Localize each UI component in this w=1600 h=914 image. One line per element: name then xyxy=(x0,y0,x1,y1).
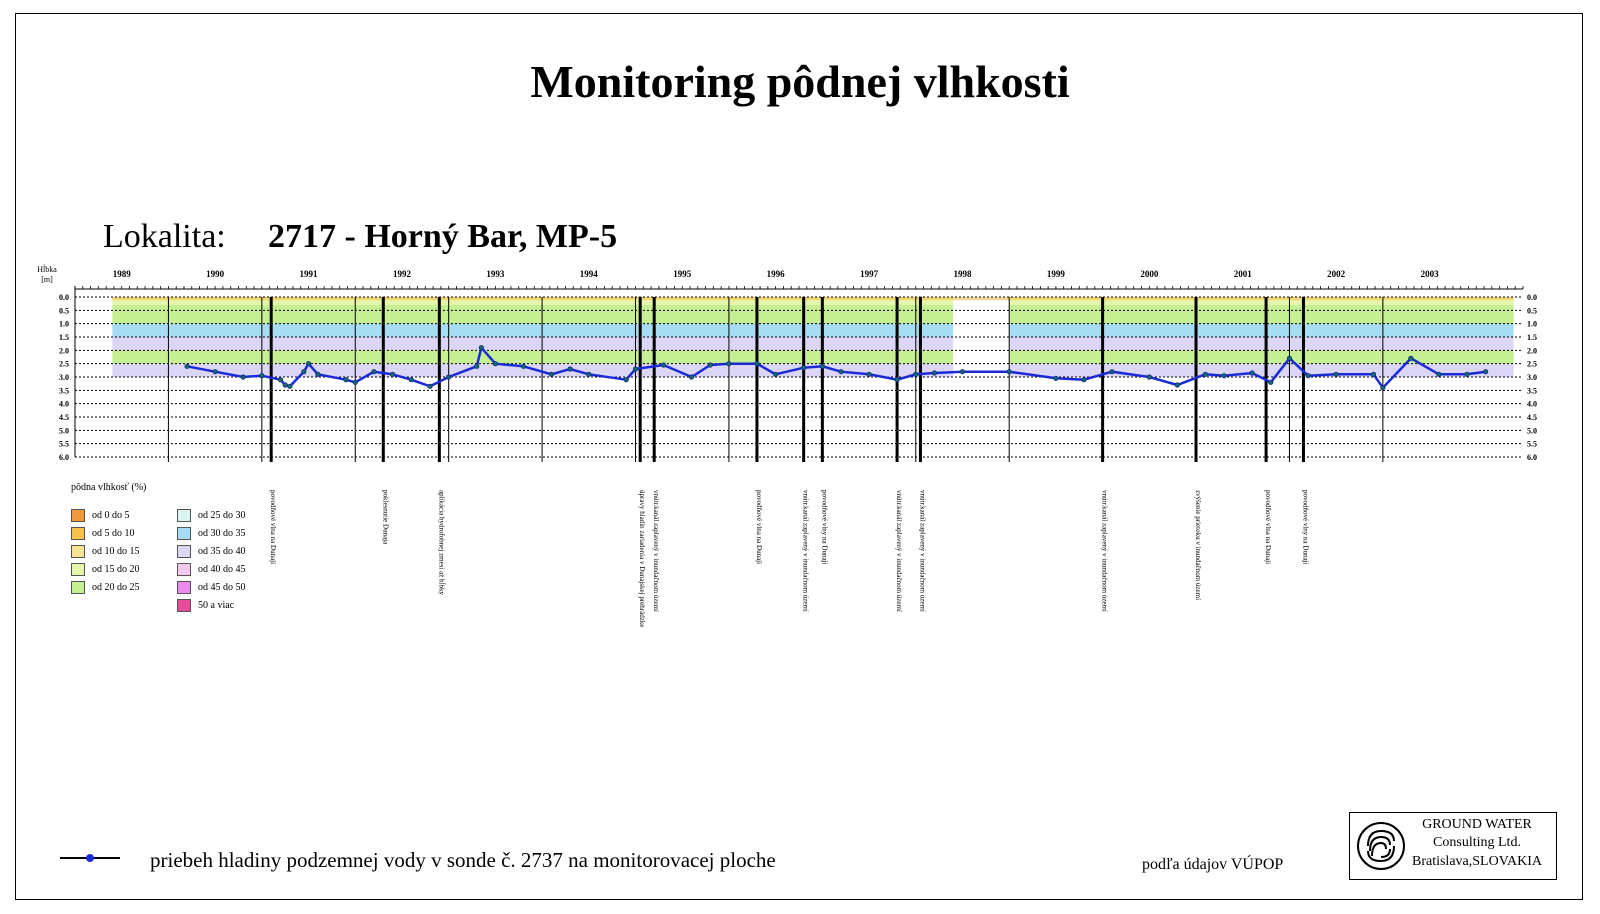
year-label: 1996 xyxy=(766,269,785,279)
legend-swatch xyxy=(71,509,85,522)
event-annotation: vnútr.kanál zaplavený v inundačnom území xyxy=(918,490,927,612)
groundwater-point xyxy=(689,375,693,379)
groundwater-point xyxy=(1465,372,1469,376)
event-annotation: povodňové vlna na Dunaji xyxy=(269,490,278,565)
legend-label: od 35 do 40 xyxy=(198,546,246,557)
legend-label: 50 a viac xyxy=(198,600,235,611)
legend-swatch xyxy=(177,527,191,540)
groundwater-point xyxy=(1381,385,1385,389)
logo-line-2: Consulting Ltd. xyxy=(1433,835,1521,850)
groundwater-point xyxy=(932,371,936,375)
event-annotation: povodňové vlny na Dunaji xyxy=(820,490,829,565)
legend-swatch xyxy=(177,563,191,576)
y-tick-label-left: 3.0 xyxy=(59,373,69,382)
y-tick-label-right: 2.0 xyxy=(1527,346,1537,356)
event-annotation: povodňové vlna na Dunaji xyxy=(754,490,763,565)
location-label: Lokalita: xyxy=(103,218,226,255)
groundwater-point xyxy=(1250,371,1254,375)
page-title: Monitoring pôdnej vlhkosti xyxy=(530,56,1070,107)
groundwater-point xyxy=(568,367,572,371)
year-label: 1991 xyxy=(299,269,318,279)
year-label: 2003 xyxy=(1420,269,1439,279)
event-annotation: povodňové vlny na Dunaji xyxy=(1301,490,1310,565)
y-tick-label-left: 2.5 xyxy=(59,359,69,369)
groundwater-point xyxy=(1222,373,1226,377)
y-axis-label: Hĺbka xyxy=(37,265,57,274)
legend-item xyxy=(71,509,130,523)
y-tick-label-right: 5.5 xyxy=(1527,439,1537,449)
groundwater-point xyxy=(278,377,282,381)
company-logo xyxy=(1349,812,1557,880)
legend-item xyxy=(177,527,246,541)
legend-swatch xyxy=(71,563,85,576)
groundwater-point xyxy=(895,377,899,381)
moisture-band xyxy=(112,305,953,324)
y-tick-label-left: 4.0 xyxy=(59,399,69,409)
event-annotation: povodňové vlna na Dunaji xyxy=(1264,490,1273,565)
y-tick-label-right: 3.0 xyxy=(1527,373,1537,382)
logo-mark-icon xyxy=(1356,821,1406,871)
groundwater-point xyxy=(549,372,553,376)
y-tick-label-right: 2.5 xyxy=(1527,359,1537,369)
legend-swatch xyxy=(71,545,85,558)
legend-label: od 30 do 35 xyxy=(198,528,246,539)
groundwater-point xyxy=(409,377,413,381)
legend-item xyxy=(177,509,246,523)
groundwater-point xyxy=(1371,372,1375,376)
groundwater-point xyxy=(213,369,217,373)
legend-swatch xyxy=(177,545,191,558)
groundwater-point xyxy=(1147,375,1151,379)
groundwater-point xyxy=(521,364,525,368)
location-value: 2717 - Horný Bar, MP-5 xyxy=(268,218,618,255)
legend-swatch xyxy=(71,581,85,594)
groundwater-point xyxy=(1483,369,1487,373)
groundwater-point xyxy=(773,372,777,376)
y-axis-label: [m] xyxy=(41,275,53,284)
legend-item xyxy=(71,563,140,577)
y-tick-label-right: 0.5 xyxy=(1527,306,1537,316)
groundwater-point xyxy=(1306,373,1310,377)
year-label: 1997 xyxy=(860,269,879,279)
logo-line-1: GROUND WATER xyxy=(1422,817,1532,832)
groundwater-point xyxy=(1054,376,1058,380)
groundwater-point xyxy=(475,364,479,368)
groundwater-point xyxy=(624,377,628,381)
event-annotation: zvýšenie prietoku v inundačnom území xyxy=(1194,490,1203,601)
y-tick-label-left: 1.0 xyxy=(59,319,69,329)
y-tick-label-left: 2.0 xyxy=(59,346,69,356)
groundwater-point xyxy=(446,375,450,379)
legend-label: od 10 do 15 xyxy=(92,546,140,557)
y-tick-label-left: 4.5 xyxy=(59,413,69,422)
data-source: podľa údajov VÚPOP xyxy=(1142,856,1284,873)
groundwater-point xyxy=(344,377,348,381)
year-label: 1994 xyxy=(579,269,598,279)
legend-label: od 5 do 10 xyxy=(92,528,135,539)
groundwater-point xyxy=(839,369,843,373)
y-tick-label-left: 6.0 xyxy=(59,453,69,462)
event-annotation: úpravy hladín zariadenia v Dunajskej prehrádzke xyxy=(638,490,647,628)
y-tick-label-right: 0.0 xyxy=(1527,293,1537,302)
groundwater-point xyxy=(1269,380,1273,384)
logo-line-3: Bratislava,SLOVAKIA xyxy=(1411,854,1542,869)
groundwater-point xyxy=(960,369,964,373)
legend-label: od 0 do 5 xyxy=(92,510,130,521)
y-tick-label-right: 6.0 xyxy=(1527,453,1537,462)
year-label: 1992 xyxy=(392,269,411,279)
groundwater-point xyxy=(1334,372,1338,376)
groundwater-point xyxy=(1409,356,1413,360)
groundwater-point xyxy=(1175,383,1179,387)
event-annotation: vnútr.kanál zaplavený v inundačnom území xyxy=(652,490,661,612)
event-annotation: vnútr.kanál zaplavený v inundačnom území xyxy=(895,490,904,612)
groundwater-point xyxy=(390,372,394,376)
groundwater-point xyxy=(661,363,665,367)
y-tick-label-right: 1.0 xyxy=(1527,319,1537,329)
groundwater-point xyxy=(479,345,483,349)
moisture-band xyxy=(112,350,953,363)
legend-item xyxy=(177,545,246,559)
groundwater-point xyxy=(1203,372,1207,376)
legend-swatch xyxy=(177,599,191,612)
groundwater-line-legend-icon xyxy=(60,848,120,868)
moisture-band xyxy=(112,337,953,350)
groundwater-point xyxy=(1437,372,1441,376)
y-tick-label-left: 5.0 xyxy=(59,426,69,436)
event-annotation: vnútr.kanál zaplavený v inundačnom území xyxy=(801,490,810,612)
y-tick-label-left: 5.5 xyxy=(59,439,69,449)
groundwater-point xyxy=(260,373,264,377)
legend-label: od 15 do 20 xyxy=(92,564,140,575)
legend-swatch xyxy=(177,581,191,594)
year-label: 2002 xyxy=(1327,269,1346,279)
year-label: 1995 xyxy=(673,269,692,279)
groundwater-point xyxy=(587,372,591,376)
groundwater-point xyxy=(1287,356,1291,360)
groundwater-point xyxy=(633,367,637,371)
legend-label: od 20 do 25 xyxy=(92,582,140,593)
y-tick-label-left: 1.5 xyxy=(59,333,69,342)
groundwater-point xyxy=(306,361,310,365)
year-label: 1990 xyxy=(206,269,225,279)
y-tick-label-left: 0.0 xyxy=(59,293,69,302)
y-tick-label-right: 4.0 xyxy=(1527,399,1537,409)
groundwater-point xyxy=(867,372,871,376)
y-tick-label-right: 1.5 xyxy=(1527,333,1537,342)
legend-item xyxy=(177,563,246,577)
groundwater-point xyxy=(372,369,376,373)
year-label: 2000 xyxy=(1140,269,1159,279)
legend-item xyxy=(71,545,140,559)
legend-item xyxy=(177,599,234,613)
groundwater-point xyxy=(288,384,292,388)
moisture-band xyxy=(1009,324,1513,337)
y-tick-label-left: 3.5 xyxy=(59,386,69,396)
legend-item xyxy=(71,581,140,595)
moisture-band xyxy=(1009,350,1513,363)
year-label: 1993 xyxy=(486,269,505,279)
groundwater-point xyxy=(283,383,287,387)
groundwater-point xyxy=(316,372,320,376)
y-tick-label-right: 4.5 xyxy=(1527,413,1537,422)
legend-title: pôdna vlhkosť (%) xyxy=(71,482,147,493)
y-tick-label-right: 3.5 xyxy=(1527,386,1537,396)
groundwater-point xyxy=(241,375,245,379)
y-tick-label-left: 0.5 xyxy=(59,306,69,316)
moisture-band xyxy=(1009,305,1513,324)
year-label: 1999 xyxy=(1046,269,1065,279)
legend-item xyxy=(71,527,135,541)
event-annotation: aplikácia hydrofobnej zmesi až hĺbky xyxy=(437,490,446,595)
groundwater-point xyxy=(801,365,805,369)
year-label: 1989 xyxy=(112,269,131,279)
legend-swatch xyxy=(71,527,85,540)
groundwater-point xyxy=(820,364,824,368)
groundwater-point xyxy=(708,363,712,367)
groundwater-legend-text: priebeh hladiny podzemnej vody v sonde č. 2737 na monitorovacej ploche xyxy=(150,848,776,872)
groundwater-point xyxy=(727,361,731,365)
y-tick-label-right: 5.0 xyxy=(1527,426,1537,436)
groundwater-point xyxy=(302,369,306,373)
groundwater-point xyxy=(493,361,497,365)
groundwater-point xyxy=(185,364,189,368)
groundwater-point xyxy=(428,384,432,388)
legend-item xyxy=(177,581,246,595)
legend-label: od 25 do 30 xyxy=(198,510,246,521)
groundwater-point xyxy=(1007,369,1011,373)
year-label: 1998 xyxy=(953,269,972,279)
event-annotation: vnútr.kanál zaplavený v inundačnom území xyxy=(1100,490,1109,612)
groundwater-point xyxy=(1082,377,1086,381)
legend-label: od 40 do 45 xyxy=(198,564,246,575)
event-annotation: poklesnutie Dunaja xyxy=(381,490,390,545)
legend-label: od 45 do 50 xyxy=(198,582,246,593)
year-label: 2001 xyxy=(1233,269,1252,279)
groundwater-point xyxy=(353,380,357,384)
moisture-band xyxy=(1009,337,1513,350)
groundwater-point xyxy=(755,361,759,365)
groundwater-point xyxy=(914,372,918,376)
moisture-band xyxy=(112,324,953,337)
groundwater-point xyxy=(1110,369,1114,373)
legend-swatch xyxy=(177,509,191,522)
